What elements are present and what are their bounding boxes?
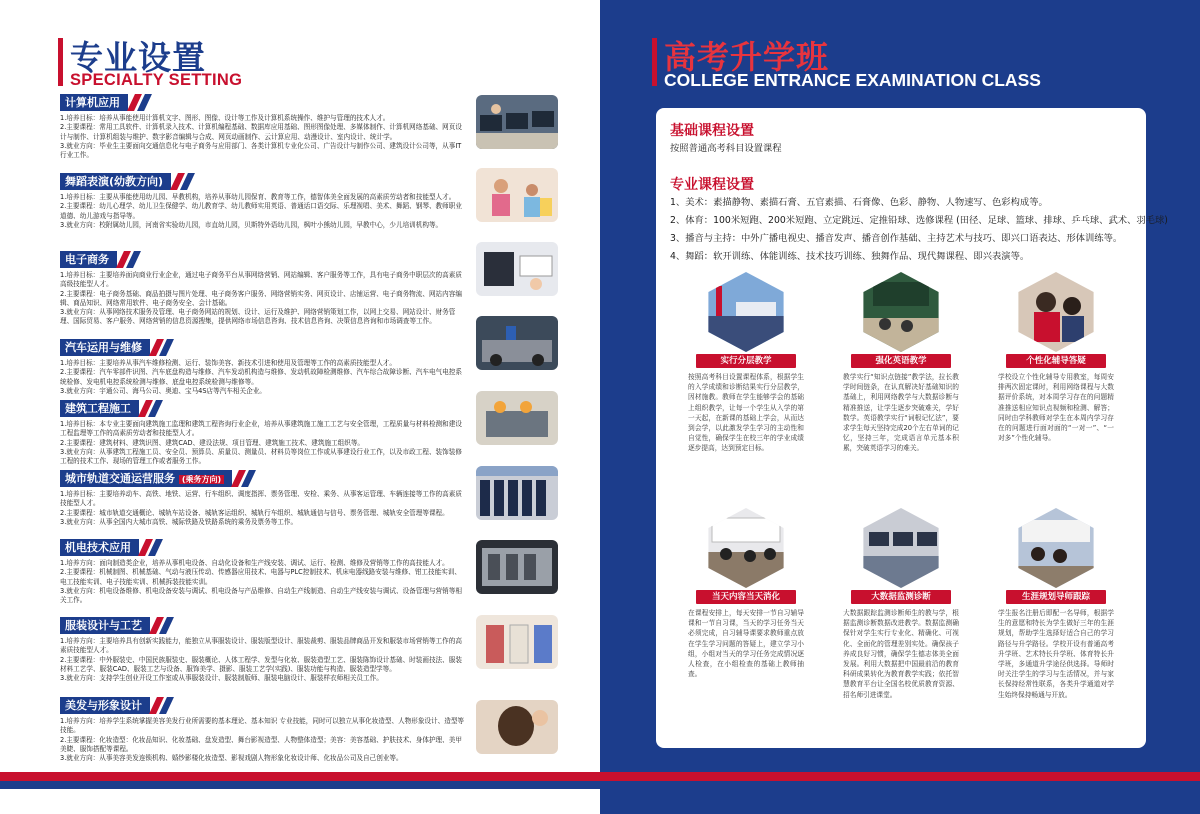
photo-rail-service [476, 466, 558, 520]
photo-computer-lab [476, 95, 558, 149]
feature-same-day [680, 508, 812, 679]
content-card [656, 108, 1168, 748]
page-subtitle: COLLEGE ENTRANCE EXAMINATION CLASS [664, 70, 1041, 90]
section-title: 电子商务 [60, 251, 117, 268]
specialty-line: 4、舞蹈：软开训练、体能训练、技术技巧训练、独舞作品、现代舞课程、即兴表演等。 [670, 251, 1030, 262]
feature-label: 大数据监测诊断 [851, 590, 951, 604]
section-line: 2.主要课程：幼儿心理学、幼儿卫生保健学、幼儿教育学、幼儿教师实用英语、普通话口语交际、乐理视唱、美术、舞蹈、钢琴、教师职业道德、幼儿游戏与指导等。 [60, 202, 462, 220]
section-title: 建筑工程施工 [60, 400, 139, 417]
section-line: 3.就业方向：从事全国内大城市高铁、城际铁路及铁路系统的乘务及票务等工作。 [60, 517, 298, 526]
photo-dance-class [476, 168, 558, 222]
section-line: 2.主要课程：机械制图、机械基础、气动与液压传动、传感器应用技术、电器与PLC控制技术、机床电器线路安装与维修、钳工技能实训、电工技能实训、电子技能实训、机械拆装技能实训。 [60, 568, 461, 586]
feature-text: 按照高考科目设置课程体系，根据学生的入学成绩和诊断结果实行分层教学，因材施教。教师在学生能够学会的基础上组织教学，让每一个学生从入学的第一天起，在新课的基础上学会，从而达到会学，以此激发学生学习的主动性和自觉性，确保学生在校三年的学业成绩逐步提高，达到预定目标。 [688, 373, 804, 453]
section-line: 3.就业方向：从事建筑工程施工员、安全员、预算员、质量员、测量员、材料员等岗位工作或从事建设行业工作，以及市政工程、装饰装修工程的技术工作、现场的管理工作或者服务工作。 [60, 447, 462, 466]
feature-text: 在课程安排上，每天安排一节自习辅导课和一节自习课，当天的学习任务当天必须完成，自习辅导课要求教师重点放在学生学习问题的答疑上，建立学习小组，小组对当天的学习任务完成情况逐人检查，在小组检查的基础上教师抽查。 [688, 609, 804, 679]
photo-ecommerce [476, 242, 558, 296]
feature-text: 大数据跟踪监测诊断师生的教与学，根据监测诊断数据改进教学。数据监测确保针对学生实行专业化、精确化、可视化、全面化的管理差别实处。确保孩子养成良好习惯，确保学生德志体美全面发展。利用大数据把中国最前沿的教育科研成果转化为教育教学实践；依托智慧教育平台让全国名校优质教育资源、招名师引进课堂。 [843, 609, 959, 699]
feature-career-mentor [990, 508, 1122, 700]
section-line: 3.就业方向：毕业生主要面向交通信息化与电子商务与应用部门、各类计算机专业化公司、广告设计与制作公司、建筑设计公司等，从事IT行业工作。 [60, 141, 462, 160]
section-fashion [60, 617, 465, 683]
section-line: 3.就业方向：机电设备维修、机电设备安装与调试、机电设备与产品维修、自动生产线制造、自动生产线安装与调试、设备管理与营销等相关工作。 [60, 586, 462, 605]
feature-label: 实行分层教学 [696, 354, 796, 368]
feature-photo [861, 508, 941, 588]
section-line: 3.就业方向：校附属幼儿园，河南省实验幼儿园，市直幼儿园，贝斯特外语幼儿园，枫叶小熊幼儿园，早教中心，少儿培训机构等。 [60, 220, 443, 229]
feature-photo [861, 272, 941, 352]
footer-red-band [600, 772, 1200, 781]
feature-big-data [835, 508, 967, 700]
photo-fashion [476, 615, 558, 669]
right-page [600, 0, 1200, 814]
specialty-line: 3、播音与主持：中外广播电视史、播音发声、播音创作基础、主持艺术与技巧、即兴口语表达、形体训练等。 [670, 233, 1123, 244]
section-line: 1.培养目标：主要培养从事汽车维修检测、运行、装饰美容、新技术引进和使用及管理等工作的高素质技能型人才。 [60, 359, 396, 367]
basic-course-heading: 基础课程设置 [670, 123, 754, 139]
footer-red-band [0, 772, 600, 781]
section-ecommerce [60, 251, 465, 327]
footer-blue-band [600, 781, 1200, 814]
feature-photo [706, 272, 786, 352]
section-line: 3.就业方向：支持学生创业开设工作室或从事服装设计、服装制版师、服装电脑设计、服装样衣师相关员工作。 [60, 674, 383, 683]
section-line: 2.主要课程：电子商务基础、商品拍摄与图片处理、电子商务客户服务、网络营销实务、网页设计、店铺运营、电子商务物流、网站内容编辑、商品知识、网络常用软件、电子商务安全、会计基础。 [60, 289, 462, 307]
feature-photo [706, 508, 786, 588]
section-line: 2.主要课程：常用工具软件、计算机录入技术、计算机编程基础、数据库应用基础、图形图像处理、多媒体制作、计算机网络基础、网页设计与制作、计算机组装与维护、数字影音编辑与合成、网页动画制作、云计算应用、动漫设计、室内设计、统计学。 [60, 123, 462, 141]
section-title: 计算机应用 [60, 94, 128, 111]
feature-text: 教学实行“知识点链接”教学法，拉长教学时间链条，在认真解决好基础知识的基础上，利用网络教学与大数据诊断与精准推送，让学生逐步突破难关，学好数学。英语教学实行“词根记忆法”，要求学生每天坚持完成20个左右单词的记忆，坚持三年，完成语言单元基本积累，突破英语学习的难关。 [843, 373, 959, 453]
section-construction [60, 400, 465, 466]
section-computer [60, 94, 465, 160]
section-title: 城市轨道交通运营服务 (乘务方向) [60, 470, 232, 487]
feature-label: 生涯规划导师跟踪 [1006, 590, 1106, 604]
section-line: 3.就业方向：宇通公司、海马公司、奥迪、宝马4S店等汽车相关企业。 [60, 386, 266, 395]
photo-mechatronics [476, 540, 558, 594]
section-title: 汽车运用与维修 [60, 339, 150, 356]
specialty-line: 2、体育：100米短跑、200米短跑、立定跳远、定推铅球、选修课程 (田径、足球、篮球、排球、乒乓球、武术、羽毛球) [670, 215, 1168, 226]
page-title: 高考升学班 [664, 38, 830, 76]
feature-text: 学校设立个性化辅导专用教室，每周安排两次固定课时，利用网络课程与大数据评价系统，对本周学习存在的问题精准推送相应知识点视频和检测、解答；同时由学科教师对学生在本周内学习存在的问题进行面对面的“一对一”、“一对多”个性化辅导。 [998, 373, 1114, 443]
basic-course-text: 按照普通高考科目设置课程 [670, 143, 782, 154]
feature-layered-teaching [680, 272, 812, 454]
section-line: 3.就业方向：从事网络技术服务及管理、电子商务网站的规划、设计、运行及维护、网络营销策划工作，以网上交易、网站设计、财务管理、国际贸易、客户服务、网络营销的信息资源搜集，提供网络市场信息咨询、技术信息咨询、决策信息咨询和市场调查等工作。 [60, 308, 456, 326]
section-dance [60, 173, 465, 230]
specialty-line: 1、美术：素描静物、素描石膏、五官素描、石膏像、色彩、静物、人物速写、色彩构成等。 [670, 197, 1048, 208]
feature-label: 强化英语教学 [851, 354, 951, 368]
section-line: 1.培养方向：主要培养具有创新实践能力，能独立从事服装设计、服装版型设计、服装裁剪、服装品牌商品开发和服装市场营销等工作的高素质技能型人才。 [60, 637, 462, 655]
section-auto [60, 339, 465, 396]
photo-hair-styling [476, 700, 558, 754]
title-accent-bar [652, 38, 657, 86]
title-accent-bar [58, 38, 63, 86]
section-rail [60, 470, 465, 527]
feature-english [835, 272, 967, 454]
section-title: 舞蹈表演(幼教方向) [60, 173, 171, 190]
feature-photo [1016, 272, 1096, 352]
feature-label: 个性化辅导答疑 [1006, 354, 1106, 368]
section-line: 2.主要课程：城市轨道交通概论、城轨车站设备、城轨客运组织、城轨行车组织、城轨通信与信号、票务管理、城轨安全管理等课程。 [60, 508, 449, 517]
feature-label: 当天内容当天消化 [696, 590, 796, 604]
section-line: 1.培养目标：本专业主要面向建筑施工监理和建筑工程咨询行业企业，培养从事建筑施工施工工艺与安全管理，工程质量与材料检测和建设工程监理等工作的高素质劳动者和技能型人才。 [60, 420, 462, 438]
section-beauty [60, 697, 465, 763]
section-line: 1.培养目标：主要从事能使用幼儿园、早教机构，培养从事幼儿园保育、教育等工作，德智体美全面发展的高素质劳动者和技能型人才。 [60, 193, 456, 201]
section-line: 1.培养方向：培养学生系统掌握美容美发行业所需要的基本理论、基本知识 专业技能，同时可以独立从事化妆造型、人物形象设计、造型等技能。 [60, 717, 465, 735]
specialty-course-heading: 专业课程设置 [670, 177, 754, 193]
section-title: 美发与形象设计 [60, 697, 150, 714]
feature-text: 学生报名注册后即配一名导师，根据学生的意愿和特长为学生做好三年的生涯规划，帮助学生选择好适合自己的学习路径与升学路径。学校开设有普通高考升学班、艺术特长升学班、体育特长升学班，多通道升学途径供选择。导师时时关注学生的学习与生活情况，并与家长保持经常性联系，各类升学通道对学生始终保持畅通与开放。 [998, 609, 1114, 699]
section-tag: (乘务方向) [179, 475, 224, 484]
section-line: 2.主要课程：中外服装史、中国民族服装史、服装概论、人体工程学、发型与化妆、服装造型工艺、服装陈饰设计基础、时装画技法、服装材料工艺学、服装CAD、服装工艺与设备、服饰美学、摄影、服装工艺学(实践)、服装功能与构造、服装造型学等。 [60, 655, 462, 673]
photo-auto-repair [476, 316, 558, 370]
section-title: 服装设计与工艺 [60, 617, 150, 634]
section-line: 2.主要课程：化妆造型：化妆品知识、化妆基础、盘发造型、舞台影视造型、人物整体造型；美容：美容基础、护肤技术、身体护理、美甲美睫、服饰搭配等课程。 [60, 735, 462, 753]
section-line: 3.就业方向：从事美容美发连锁机构、婚纱影楼化妆造型、影视戏剧人物形象化妆设计师、化妆品公司及自己创业等。 [60, 754, 403, 763]
section-line: 2.主要课程：汽车零部件识图、汽车底盘构造与维修、汽车发动机构造与维修、发动机故障检测维修、汽车综合故障诊断、汽车电气电控系统检修、发电机电控系统检测与维修、底盘电控系统检测与维修等。 [60, 368, 462, 386]
section-line: 1.培养目标：主要培养面向商业行业企业，通过电子商务平台从事网络营销、网站编辑、客户服务等工作，具有电子商务中职层次的高素质高级技能型人才。 [60, 271, 462, 289]
feature-photo [1016, 508, 1096, 588]
section-line: 1.培养目标：培养从事能使用计算机文字、图形、图像、设计等工作及计算机系统操作、维护与管理的技术人才。 [60, 114, 390, 122]
section-mechatronics [60, 539, 465, 605]
feature-tutoring [990, 272, 1122, 443]
section-line: 1.培养方向：面向制造类企业，培养从事机电设备、自动化设备和生产线安装、调试、运行、检测、维修及营销等工作的高技能人才。 [60, 559, 449, 567]
section-line: 1.培养目标：主要培养动车、高铁、地铁、运营、行车组织、调度指挥、票务管理、安检、乘务、从事客运管理、车辆连接等工作的高素质技能型人才。 [60, 490, 462, 508]
page-title: 专业设置 [70, 38, 206, 77]
page-subtitle: SPECIALTY SETTING [70, 71, 243, 89]
photo-construction [476, 391, 558, 445]
footer-blue-band [0, 781, 600, 789]
section-title: 机电技术应用 [60, 539, 139, 556]
section-line: 2.主要课程：建筑材料、建筑识图、建筑CAD、建设法规、项目管理、建筑施工技术、建筑施工组织等。 [60, 438, 365, 447]
